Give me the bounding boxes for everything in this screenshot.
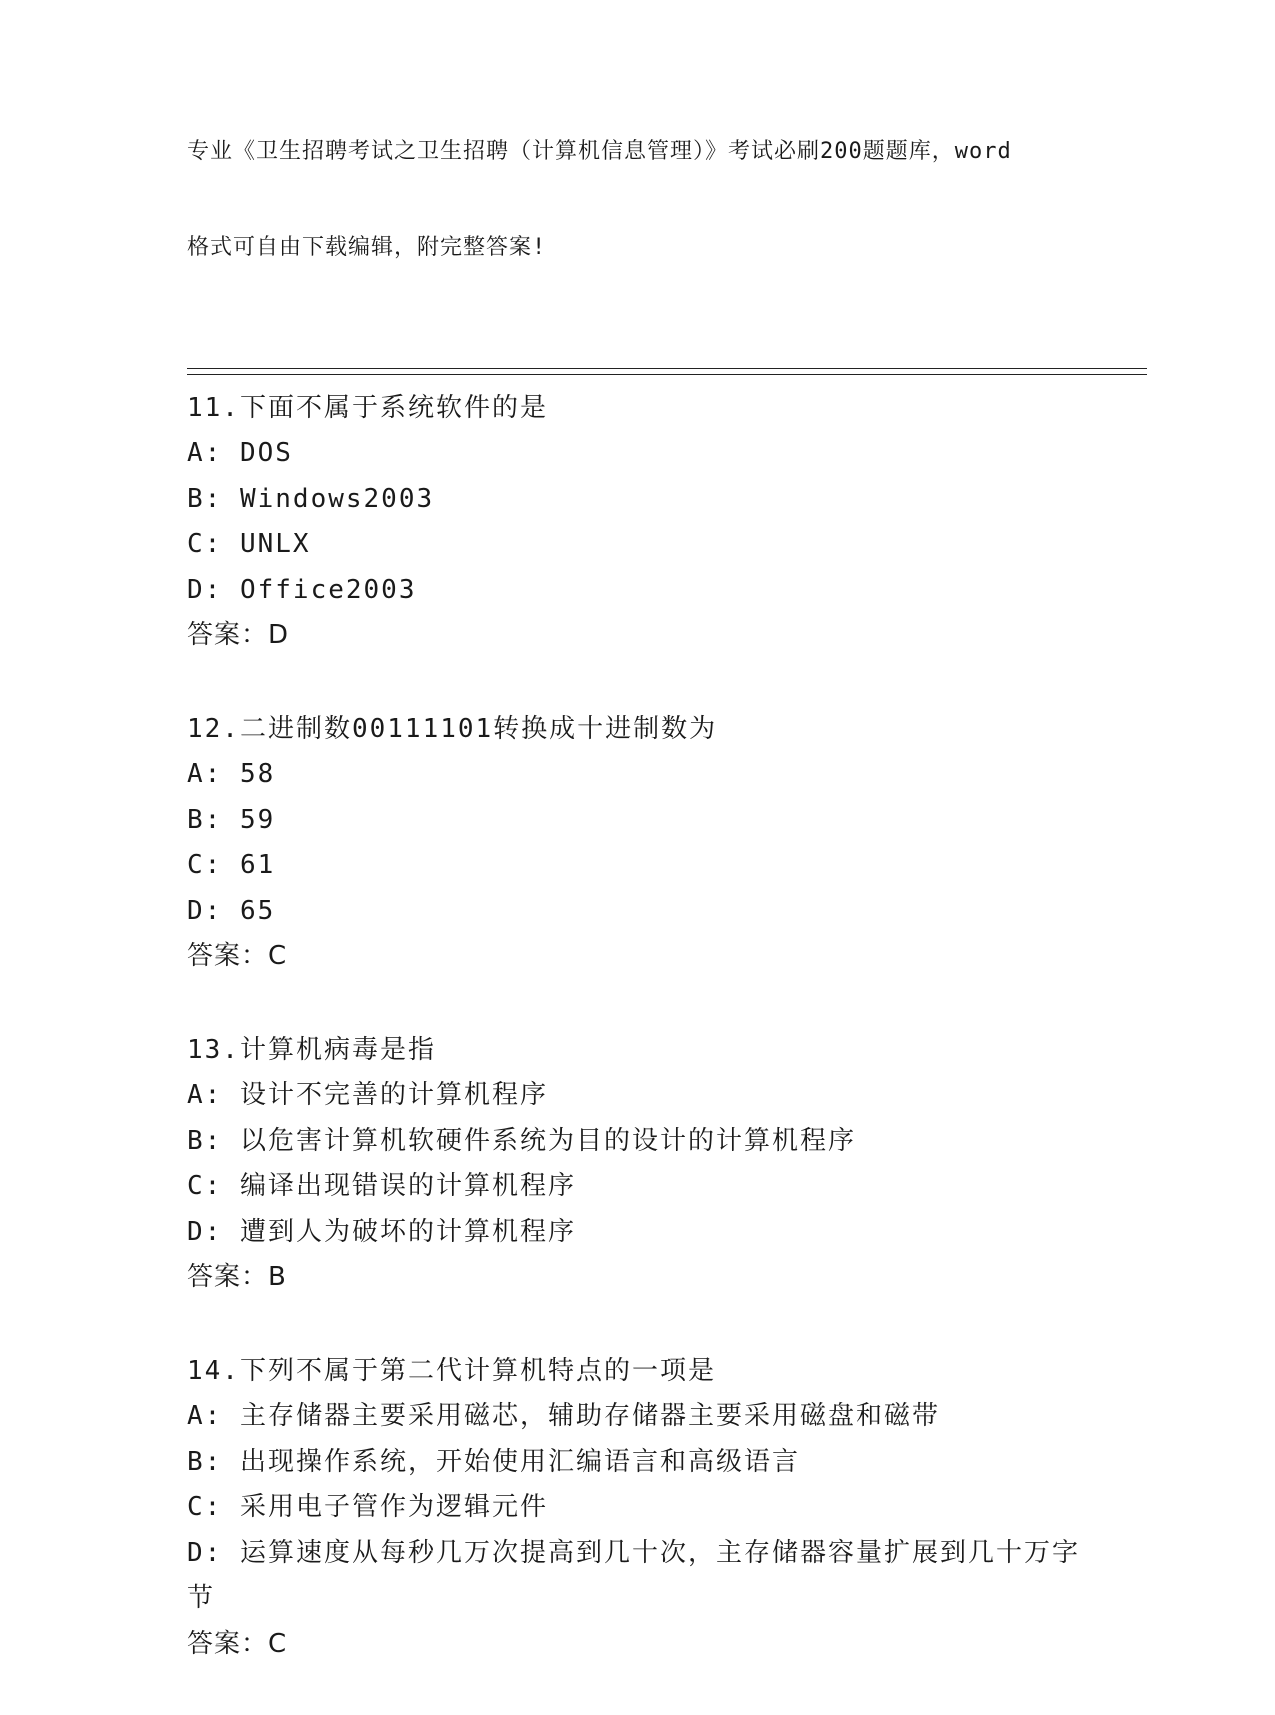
- option-a: A: 主存储器主要采用磁芯，辅助存储器主要采用磁盘和磁带: [187, 1401, 940, 1431]
- question-title: 13.计算机病毒是指: [187, 1035, 436, 1065]
- question-title: 12.二进制数00111101转换成十进制数为: [187, 714, 718, 744]
- header-divider: [187, 368, 1147, 375]
- question-12: [187, 706, 1147, 978]
- option-c: C: UNLX: [187, 529, 311, 559]
- header-line-1: 专业《卫生招聘考试之卫生招聘（计算机信息管理）》考试必刷200题题库，word: [187, 139, 1012, 164]
- document-page: [187, 72, 1147, 1715]
- option-d: D: 65: [187, 895, 276, 926]
- header-line-2: 格式可自由下载编辑，附完整答案!: [187, 235, 547, 260]
- option-b: B: Windows2003: [187, 483, 435, 514]
- option-b: B: 59: [187, 804, 276, 835]
- option-d: D: 遭到人为破坏的计算机程序: [187, 1216, 576, 1247]
- option-c: C: 采用电子管作为逻辑元件: [187, 1492, 548, 1522]
- option-d: D: 运算速度从每秒几万次提高到几十次，主存储器容量扩展到几十万字节: [187, 1537, 1080, 1613]
- option-c: C: 编译出现错误的计算机程序: [187, 1171, 576, 1201]
- answer-line: 答案：C: [187, 1628, 288, 1659]
- answer-line: 答案：C: [187, 941, 288, 971]
- question-14: [187, 1348, 1147, 1666]
- option-b: B: 以危害计算机软硬件系统为目的设计的计算机程序: [187, 1125, 856, 1156]
- option-b: B: 出现操作系统，开始使用汇编语言和高级语言: [187, 1446, 800, 1477]
- document-header: [187, 72, 1087, 328]
- option-c: C: 61: [187, 850, 276, 880]
- option-a: A: 设计不完善的计算机程序: [187, 1080, 548, 1110]
- option-d: D: Office2003: [187, 574, 417, 605]
- question-11: [187, 385, 1147, 657]
- question-list: [187, 385, 1147, 1666]
- option-a: A: DOS: [187, 438, 293, 468]
- question-13: [187, 1027, 1147, 1299]
- question-title: 11.下面不属于系统软件的是: [187, 393, 548, 423]
- answer-line: 答案：D: [187, 620, 290, 650]
- answer-line: 答案：B: [187, 1262, 287, 1292]
- option-a: A: 58: [187, 759, 276, 789]
- question-title: 14.下列不属于第二代计算机特点的一项是: [187, 1356, 716, 1386]
